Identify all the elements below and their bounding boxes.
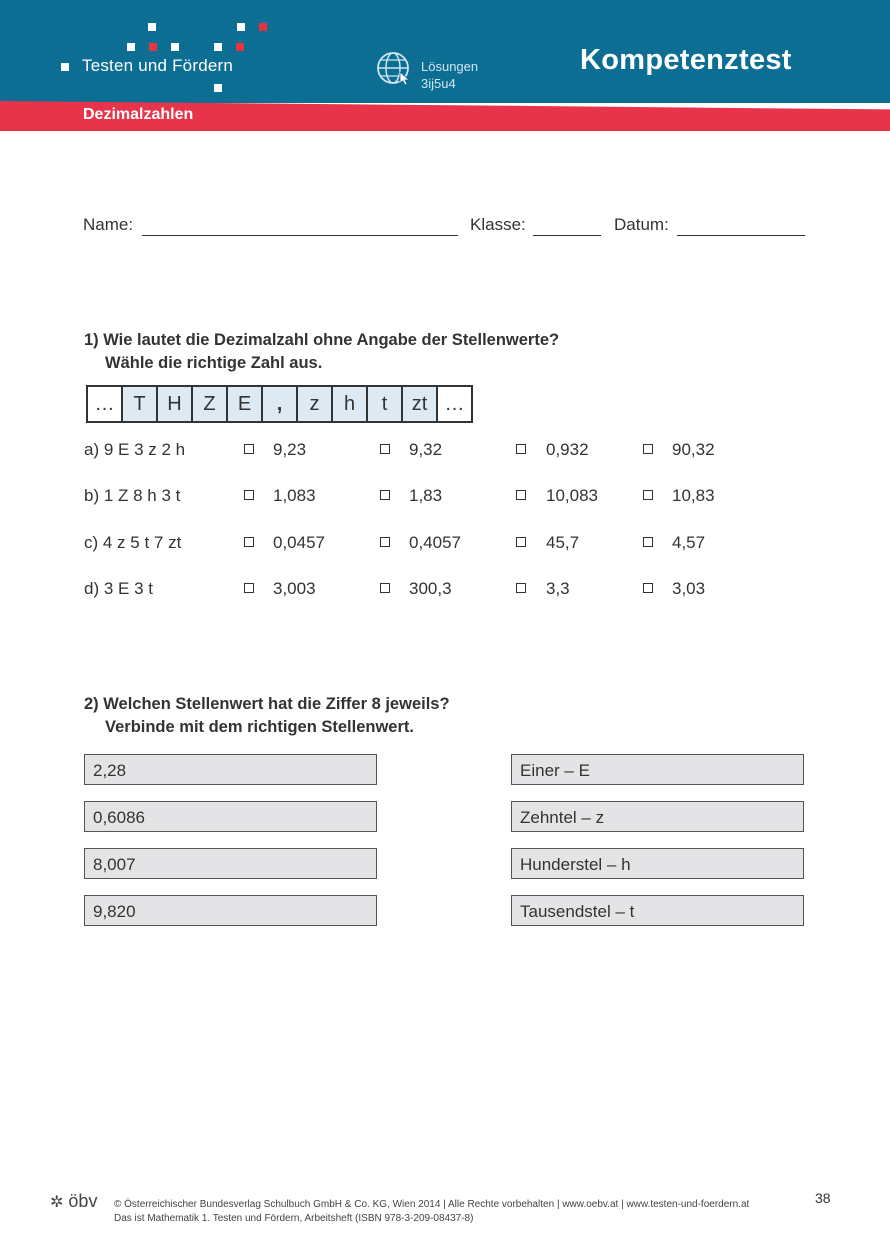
place-value-cell: , bbox=[262, 386, 297, 422]
answer-checkbox[interactable] bbox=[643, 490, 653, 500]
answer-checkbox[interactable] bbox=[380, 583, 390, 593]
solutions-label[interactable]: Lösungen bbox=[421, 59, 479, 74]
place-value-cell: … bbox=[87, 386, 122, 422]
place-value-table bbox=[86, 385, 473, 423]
answer-checkbox[interactable] bbox=[516, 537, 526, 547]
publisher-logo bbox=[50, 1191, 97, 1212]
q1-heading bbox=[84, 329, 559, 375]
page-title: Kompetenztest bbox=[580, 44, 792, 76]
solutions-code[interactable]: 3ij5u4 bbox=[421, 76, 456, 91]
place-value-cell: Z bbox=[192, 386, 227, 422]
globe-icon[interactable] bbox=[376, 50, 412, 86]
logo-square bbox=[61, 63, 69, 71]
answer-option: 3,003 bbox=[273, 579, 316, 598]
topic-label: Dezimalzahlen bbox=[83, 106, 194, 123]
answer-option: 1,83 bbox=[409, 486, 443, 505]
q1-row-label: b) 1 Z 8 h 3 t bbox=[84, 486, 181, 505]
logo-square bbox=[148, 23, 156, 31]
place-value-cell: E bbox=[227, 386, 262, 422]
number-box[interactable]: 0,6086 bbox=[84, 801, 377, 832]
date-field[interactable] bbox=[677, 235, 805, 236]
class-field[interactable] bbox=[533, 235, 601, 236]
place-box[interactable]: Zehntel – z bbox=[511, 801, 804, 832]
brand-name: Testen und Fördern bbox=[82, 56, 234, 75]
answer-option: 10,83 bbox=[672, 486, 715, 505]
answer-option: 3,3 bbox=[546, 579, 570, 598]
publisher-logo-text: öbv bbox=[68, 1191, 98, 1211]
place-box[interactable]: Einer – E bbox=[511, 754, 804, 785]
q1-line2: Wähle die richtige Zahl aus. bbox=[105, 354, 323, 372]
answer-option: 0,0457 bbox=[273, 533, 325, 552]
place-value-cell: T bbox=[122, 386, 157, 422]
place-value-cell: … bbox=[437, 386, 472, 422]
copyright-line: © Österreichischer Bundesverlag Schulbuch GmbH & Co. KG, Wien 2014 | Alle Rechte vorbehalten | www.oebv.at | www.testen-und-foerdern.at bbox=[114, 1199, 750, 1210]
answer-checkbox[interactable] bbox=[380, 537, 390, 547]
answer-checkbox[interactable] bbox=[380, 490, 390, 500]
answer-checkbox[interactable] bbox=[643, 583, 653, 593]
answer-option: 10,083 bbox=[546, 486, 598, 505]
isbn-line: Das ist Mathematik 1. Testen und Fördern, Arbeitsheft (ISBN 978-3-209-08437-8) bbox=[114, 1213, 474, 1224]
place-box[interactable]: Hunderstel – h bbox=[511, 848, 804, 879]
answer-checkbox[interactable] bbox=[244, 537, 254, 547]
answer-option: 300,3 bbox=[409, 579, 452, 598]
answer-checkbox[interactable] bbox=[380, 444, 390, 454]
q2-heading bbox=[84, 693, 450, 739]
answer-option: 0,4057 bbox=[409, 533, 461, 552]
q2-line2: Verbinde mit dem richtigen Stellenwert. bbox=[105, 718, 414, 736]
class-label: Klasse: bbox=[470, 215, 526, 234]
answer-checkbox[interactable] bbox=[244, 583, 254, 593]
q1-row-label: c) 4 z 5 t 7 zt bbox=[84, 533, 182, 552]
answer-checkbox[interactable] bbox=[643, 537, 653, 547]
place-value-cell: h bbox=[332, 386, 367, 422]
answer-checkbox[interactable] bbox=[516, 583, 526, 593]
number-box[interactable]: 9,820 bbox=[84, 895, 377, 926]
logo-square bbox=[237, 23, 245, 31]
place-value-cell: t bbox=[367, 386, 402, 422]
q1-row-label: d) 3 E 3 t bbox=[84, 579, 153, 598]
q2-line1: 2) Welchen Stellenwert hat die Ziffer 8 jeweils? bbox=[84, 695, 450, 713]
place-value-cell: zt bbox=[402, 386, 437, 422]
logo-square bbox=[149, 43, 157, 51]
q1-row-label: a) 9 E 3 z 2 h bbox=[84, 440, 186, 459]
place-value-cell: H bbox=[157, 386, 192, 422]
logo-square bbox=[127, 43, 135, 51]
place-box[interactable]: Tausendstel – t bbox=[511, 895, 804, 926]
answer-option: 4,57 bbox=[672, 533, 706, 552]
logo-square bbox=[171, 43, 179, 51]
answer-option: 1,083 bbox=[273, 486, 316, 505]
answer-checkbox[interactable] bbox=[244, 490, 254, 500]
answer-checkbox[interactable] bbox=[516, 490, 526, 500]
date-label: Datum: bbox=[614, 215, 669, 234]
answer-option: 9,32 bbox=[409, 440, 443, 459]
answer-option: 9,23 bbox=[273, 440, 307, 459]
answer-option: 0,932 bbox=[546, 440, 589, 459]
answer-checkbox[interactable] bbox=[244, 444, 254, 454]
number-box[interactable]: 8,007 bbox=[84, 848, 377, 879]
name-label: Name: bbox=[83, 215, 134, 234]
answer-option: 3,03 bbox=[672, 579, 706, 598]
answer-option: 45,7 bbox=[546, 533, 580, 552]
logo-square bbox=[214, 43, 222, 51]
answer-checkbox[interactable] bbox=[643, 444, 653, 454]
logo-square bbox=[259, 23, 267, 31]
number-box[interactable]: 2,28 bbox=[84, 754, 377, 785]
answer-option: 90,32 bbox=[672, 440, 715, 459]
star-icon: ✲ bbox=[50, 1194, 64, 1211]
page-number: 38 bbox=[815, 1190, 831, 1206]
q1-line1: 1) Wie lautet die Dezimalzahl ohne Angabe der Stellenwerte? bbox=[84, 331, 560, 349]
place-value-cell: z bbox=[297, 386, 332, 422]
answer-checkbox[interactable] bbox=[516, 444, 526, 454]
name-field[interactable] bbox=[142, 235, 458, 236]
logo-square bbox=[236, 43, 244, 51]
logo-square bbox=[214, 84, 222, 92]
